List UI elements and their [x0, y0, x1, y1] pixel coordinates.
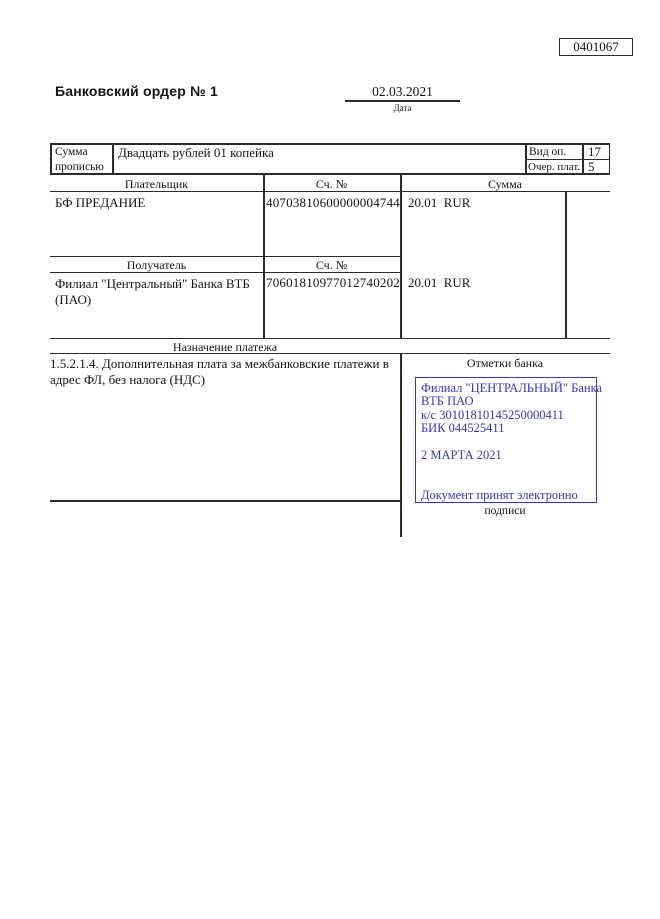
payer-column-header: Плательщик [124, 177, 189, 191]
purpose-header: Назначение платежа [172, 340, 278, 354]
payee-account: 70601810977012740202 [266, 275, 400, 290]
payee-column-header: Получатель [126, 258, 187, 272]
stamp-line [421, 462, 591, 475]
payer-amount: 20.01 RUR [408, 195, 471, 210]
priority-value: 5 [588, 158, 595, 174]
purpose-text-line2: адрес ФЛ, без налога (НДС) [50, 372, 206, 387]
stamp-line: Документ принят электронно [421, 488, 578, 503]
op-value-divider [582, 143, 584, 174]
date-label: Дата [393, 103, 412, 113]
payee-name-line2: (ПАО) [55, 292, 92, 307]
stamp-line: Филиал "ЦЕНТРАЛЬНЫЙ" Банка [421, 381, 603, 395]
signatures-label: подписи [484, 505, 526, 517]
document-title: Банковский ордер № 1 [55, 83, 218, 99]
stamp-line [421, 476, 591, 489]
stamp-line: БИК 044525411 [421, 421, 505, 436]
purpose-text-line1: 1.5.2.1.4. Дополнительная плата за межбанковские платежи в [50, 356, 389, 371]
date-value: 02.03.2021 [372, 84, 433, 99]
purpose-area-bottom-line [50, 500, 400, 502]
sum-box-right-border [609, 143, 611, 174]
payer-account-column-header: Сч. № [315, 177, 348, 191]
sum-box-left-border [50, 143, 52, 174]
stamp-line: ВТБ ПАО [421, 394, 474, 409]
priority-label: Очер. плат. [528, 160, 581, 173]
amount-in-words: Двадцать рублей 01 копейка [118, 145, 274, 160]
amount-right-divider [565, 191, 567, 338]
payee-amount: 20.01 RUR [408, 275, 471, 290]
name-account-divider [263, 174, 265, 338]
amount-column-header: Сумма [488, 177, 522, 191]
sum-in-words-label: Сумма прописью [55, 146, 104, 173]
stamp-line: к/с 30101810145250000411 [421, 407, 564, 422]
account-amount-divider [400, 174, 402, 338]
payer-name: БФ ПРЕДАНИЕ [55, 195, 146, 210]
date-underline [345, 100, 460, 102]
bank-marks-header: Отметки банка [466, 356, 544, 370]
bank-stamp [415, 377, 603, 503]
op-type-divider [525, 143, 527, 174]
table-bottom-line [50, 338, 610, 340]
payer-account: 40703810600000004744 [266, 195, 400, 210]
payee-name [55, 276, 250, 308]
stamp-line [421, 436, 591, 449]
sum-label-divider [112, 143, 114, 174]
stamp-line: 2 МАРТА 2021 [421, 447, 502, 462]
payee-name-line1: Филиал "Центральный" Банка ВТБ [55, 276, 250, 291]
purpose-text [50, 356, 398, 388]
payee-account-column-header: Сч. № [315, 258, 348, 272]
op-type-value: 17 [588, 144, 601, 159]
payee-header-top-line [50, 256, 400, 258]
op-type-label: Вид оп. [529, 146, 567, 158]
form-code-box: 0401067 [559, 38, 633, 56]
